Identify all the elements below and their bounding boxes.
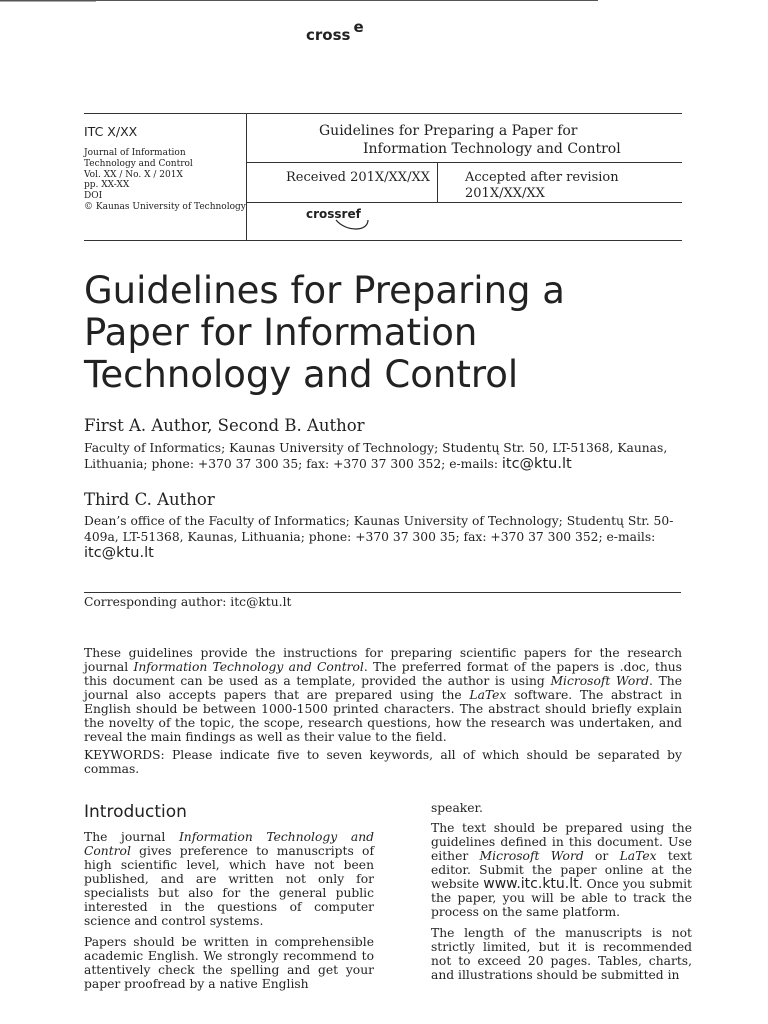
email-link[interactable]: itc@ktu.lt xyxy=(501,456,572,472)
journal-code: ITC X/XX xyxy=(84,124,138,139)
paragraph-text: text editor. Submit the paper online at the website xyxy=(431,849,692,891)
header-title xyxy=(248,122,681,158)
meta-line: Vol. XX / No. X / 201X xyxy=(84,169,183,180)
header-title-line1: Guidelines for Preparing a Paper for xyxy=(319,123,578,139)
abstract-word: Microsoft Word xyxy=(550,674,649,688)
paper-title xyxy=(84,270,684,396)
paragraph-text: or xyxy=(583,849,620,863)
crossref-logo-top: cross $^e$ xyxy=(306,18,364,44)
abstract-journal-name: Information Technology and Control xyxy=(133,660,364,674)
header-title-line2: Information Technology and Control xyxy=(363,141,621,157)
website-link[interactable]: www.itc.ktu.lt xyxy=(483,876,579,892)
column-left xyxy=(84,830,374,998)
paper-title-line: Technology and Control xyxy=(84,353,519,396)
accepted-value: 201X/XX/XX xyxy=(465,186,545,201)
paragraph xyxy=(84,830,374,928)
journal-meta xyxy=(84,148,244,213)
header-left-divider xyxy=(246,113,247,241)
paper-title-line: Guidelines for Preparing a xyxy=(84,269,565,312)
paragraph-text: gives preference to manuscripts of high scientific level, which have not been published, and are written not only for specialists but also for the general public interested in the questions of computer science and control systems. xyxy=(84,844,374,928)
latex-name: LaTex xyxy=(619,849,657,863)
word-name: Microsoft Word xyxy=(479,849,584,863)
abstract-text: software. The abstract in English should be between 1000-1500 printed characters. The abstract should briefly explain the novelty of the topic, the scope, research questions, how the research was undertaken, and reveal the main findings as well as their value to the field. xyxy=(84,688,683,744)
affiliation-text: Faculty of Informatics; Kaunas University of Technology; Studentų Str. 50, LT-51368, Kaunas, Lithuania; phone: +370 37 300 35; fax: +370 37 300 352; e-mails: xyxy=(84,441,668,471)
abstract-latex: LaTex xyxy=(469,688,507,702)
meta-line: Journal of Information xyxy=(84,148,186,158)
paragraph xyxy=(431,821,692,919)
meta-line: Technology and Control xyxy=(84,158,193,169)
affiliation-second xyxy=(84,513,684,561)
section-heading-introduction: Introduction xyxy=(84,802,187,822)
crossref-logo-mark xyxy=(306,206,376,232)
meta-line: pp. XX-XX xyxy=(84,180,130,191)
affiliation-first xyxy=(84,440,684,472)
paragraph: The length of the manuscripts is not strictly limited, but it is recommended not to exceed 20 pages. Tables, charts, and illustrations should be submitted in xyxy=(431,926,692,982)
meta-line: © Kaunas University of Technology xyxy=(84,201,246,212)
paragraph: Papers should be written in comprehensible academic English. We strongly recommend to attentively check the spelling and get your paper proofread by a native English xyxy=(84,935,374,991)
paragraph-text: The journal xyxy=(84,830,179,844)
abstract-text: These guidelines provide the instructions for preparing scientific papers for the research journal xyxy=(84,646,682,674)
header-date-divider xyxy=(437,162,438,202)
email-link[interactable]: itc@ktu.lt xyxy=(84,545,154,561)
authors-second: Third C. Author xyxy=(84,490,215,509)
paragraph: speaker. xyxy=(431,801,483,815)
top-rule xyxy=(0,0,598,1)
affiliation-text: Dean’s office of the Faculty of Informatics; Kaunas University of Technology; Studentų Str. 50-409a, LT-51368, Kaunas, Lithuania; phone: +370 37 300 35; fax: +370 37 300 352; e-mails: xyxy=(84,514,674,544)
column-right xyxy=(431,801,692,989)
header-top-rule xyxy=(84,113,682,114)
crossref-icon xyxy=(306,206,376,236)
abstract-text: . The preferred format of the papers is .doc, thus this document can be used as a template, provided the author is using xyxy=(84,660,682,688)
abstract xyxy=(84,646,682,744)
paragraph-text: . Once you submit the paper, you will be able to track the process on the same platform. xyxy=(431,877,693,919)
header-lower-rule xyxy=(247,202,682,203)
header-mid-rule xyxy=(247,162,682,163)
header-bottom-rule xyxy=(84,240,682,241)
accepted-date xyxy=(465,170,619,202)
paper-title-line: Paper for Information xyxy=(84,311,478,354)
abstract-text: . The journal also accepts papers that are prepared using the xyxy=(84,674,682,702)
keywords: KEYWORDS: Please indicate five to seven keywords, all of which should be separated by commas. xyxy=(84,748,682,776)
received-date: Received 201X/XX/XX xyxy=(286,170,430,185)
crossref-logo-text: crossref xyxy=(306,207,361,221)
accepted-label: Accepted after revision xyxy=(465,170,619,185)
corresponding-rule xyxy=(84,592,681,593)
corresponding-author: Corresponding author: itc@ktu.lt xyxy=(84,595,292,609)
authors-first: First A. Author, Second B. Author xyxy=(84,416,365,435)
journal-name: Information Technology and Control xyxy=(84,830,374,858)
paragraph-text: The text should be prepared using the guidelines defined in this document. Use either xyxy=(431,821,692,863)
meta-line: DOI xyxy=(84,191,103,202)
